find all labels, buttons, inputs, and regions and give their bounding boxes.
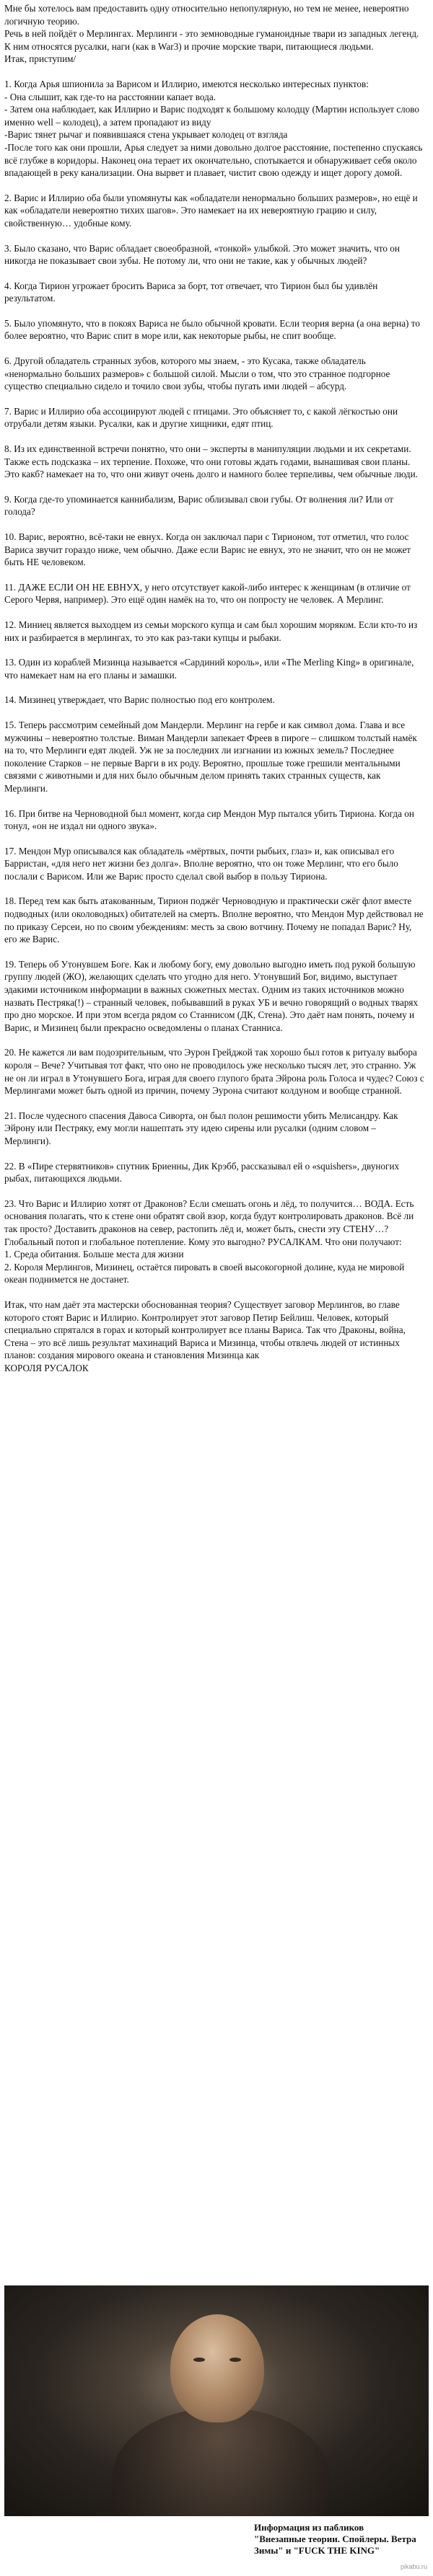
theory-point: 7. Варис и Иллирио оба ассоциируют людей с птицами. Это объясняет то, с какой лёгкостью они отрубали детям языки. Русалки, как и другие хищники, едят птиц. bbox=[4, 405, 398, 430]
theory-point: 1. Когда Арья шпионила за Варисом и Иллирио, имеются несколько интересных пунктов: - Она слышит, как где-то на расстоянии капает вода. - Затем она наблюдает, как Иллирио и Варис подходят к большому колодцу (Мартин использует слово именно well – колодец), а затем пропадают из виду -Варис тянет рычаг и появившаяся стена укрывает колодец от взгляда -После того как они прошли, Арья следует за ними довольно долгое расстояние, постепенно спускаясь всё глубже в коридоры. Наконец она терает их окончательно, спотыкается и обнаруживает себя около впадающей в реку канализации. Она вырвет и плавает, чистит свою одежду и ищет дорогу домой. bbox=[4, 78, 423, 179]
site-watermark: pikabu.ru bbox=[400, 2563, 427, 2570]
theory-point: 21. После чудесного спасения Давоса Сиворта, он был полон решимости убить Мелисандру. Как Эйрону или Пестряку, ему могли нашептать эту идею сирены или русалки (одним словом – Мерлинги). bbox=[4, 1110, 398, 1146]
theory-point: 6. Другой обладатель странных зубов, которого мы знаем, - это Кусака, также обладатель «ненормально больших размеров» с большой силой. Мысли о том, что это странное подгорное существо специально сидело и точило свои зубы, чтобы пугать ими людей – абсурд. bbox=[4, 355, 390, 392]
theory-point: 9. Когда где-то упоминается каннибализм, Варис облизывал свои губы. От волнения ли? Или от голода? bbox=[4, 493, 394, 518]
theory-point: 13. Один из кораблей Мизинца называется «Сардиний король», или «The Merling King» в оригинале, что намекает нам на его планы и замашки. bbox=[4, 657, 414, 681]
photo-figure-head bbox=[170, 2314, 264, 2422]
theory-point: 15. Теперь рассмотрим семейный дом Мандерли. Мерлинг на гербе и как символ дома. Глава и все мужчины – невероятно толстые. Виман Мандерли запекает Фреев в пироге – слишком толстый намёк на то, что Мерлинги едят людей. Уж не за последних ли изгнании из южных земель? Последнее поколение Старков – не первые Варги в их роду. Вероятно, прошлые тоже грешили ментальными связями с животными и для них было обычным делом принять таких странных существ, как Мерлинги. bbox=[4, 719, 417, 794]
article-conclusion: Итак, что нам даёт эта мастерски обоснованная теория? Существует заговор Мерлингов, во главе которого стоят Варис и Иллирио. Контролирует этот заговор Петир Бейлиш. Человек, который специально спрятался в горах и который контролирует все планы Вариса. Так что Драконы, война, Стена – это всё лишь результат махинаций Вариса и Мизинца, чтобы отвлечь людей от истинных планов: создания мирового океана и становления Мизинца как КОРОЛЯ РУСАЛОК bbox=[4, 1298, 406, 1373]
theory-point: 11. ДАЖЕ ЕСЛИ ОН НЕ ЕВНУХ, у него отсутствует какой-либо интерес к женщинам (в отличие от Серого Червя, например). Это ещё один намёк на то, что он попросту не человек. А Мерлинг. bbox=[4, 581, 411, 606]
theory-point: 14. Мизинец утверждает, что Варис полностью под его контролем. bbox=[4, 694, 275, 706]
theory-point: 18. Перед тем как быть атакованным, Тирион поджёг Черноводную и практически сжёг флот вместе подводных (или околоводных) обитателей на смерть. Вполне вероятно, что Мендон Мур действовал не по приказу Серсеи, но по своим убеждениям: месть за свою вотчину. Почему не попадал Варис? Ну, его же Варис. bbox=[4, 895, 424, 945]
article-intro: Мне бы хотелось вам предоставить одну относительно непопулярную, но тем не менее, невероятно логичную теорию. Речь в ней пойдёт о Мерлингах. Мерлинги - это земноводные гуманоидные твари из западных легенд. К ним относятся русалки, наги (как в War3) и прочие морские твари, питающиеся людьми. Итак, приступим/ bbox=[4, 3, 419, 65]
theory-point: 22. В «Пире стервятников» спутник Бриенны, Дик Крэбб, рассказывал ей о «squishers», двуногих рыбах, питающихся людьми. bbox=[4, 1160, 400, 1185]
varys-photo bbox=[4, 2285, 429, 2516]
source-caption: Информация из пабликов "Внезапные теории. Спойлеры. Ветра Зимы" и "FUCK THE KING" bbox=[254, 2522, 416, 2556]
theory-point: 3. Было сказано, что Варис обладает своеобразной, «тонкой» улыбкой. Это может значить, что он никогда не показывает свои зубы. Не потому ли, что они не такие, как у обычных людей? bbox=[4, 242, 400, 267]
photo-figure-body bbox=[113, 2408, 329, 2516]
theory-point: 10. Варис, вероятно, всё-таки не евнух. Когда он заключал пари с Тирионом, тот отметил, что голос Вариса звучит гораздо ниже, чем обычно. Даже если Варис не евнух, это не значит, что он не может быть НЕ человеком. bbox=[4, 531, 411, 568]
theory-point: 19. Теперь об Утонувшем Боге. Как и любому богу, ему довольно выгодно иметь под рукой большую группу людей (ЖО), желающих сделать что угодно для него. Утонувший Бог, видимо, выступает эдакими источником информации в важных сюжетных местах. Одним из таких источников можно назвать Пестряка(!) – странный человек, побывавший в руках УБ и вечно говорящий о водных тварях про дно морское. И при этом всегда рядом со Станнисом (ДК, Стена). Это даёт нам понять, почему и Варис, и Мизинец были прекрасно осведомлены о планах Станниса. bbox=[4, 958, 419, 1033]
theory-point: 4. Когда Тирион угрожает бросить Вариса за борт, тот отвечает, что Тирион был бы удивлён результатом. bbox=[4, 280, 378, 304]
photo-figure-eye bbox=[193, 2358, 205, 2362]
theory-point: 20. Не кажется ли вам подозрительным, что Эурон Грейджой так хорошо был готов к ритуалу выбора короля – Вече? Учитывая тот факт, что оно не проводилось уже несколько тысяч лет, это странно. Уж не он ли играл в Утонувшего Бога, играя для своего глупого брата Эйрона роль Голоса и чудес? Союз с Мерлингами может быть одной из причин, почему Эурона считают колдуном и вообще странной. bbox=[4, 1047, 424, 1097]
theory-point: 2. Варис и Иллирио оба были упомянуты как «обладатели ненормально больших размеров», но ещё и как «обладатели невероятно тихих шагов». Это намекает на их невероятную грацию и силу, свойственную… удобные кому. bbox=[4, 192, 418, 229]
theory-point: 17. Мендон Мур описывался как обладатель «мёртвых, почти рыбьих, глаз» и, как описывал его Барристан, «для него нет жизни без долга». Вполне вероятно, что он тоже Мерлинг, что его было послали с Варисом. Или же Варис просто сделал свой выбор в пользу Тириона. bbox=[4, 845, 398, 882]
theory-point: 16. При битве на Черноводной был момент, когда сир Мендон Мур пытался убить Тириона. Когда он тонул, «он не издал ни одного звука». bbox=[4, 807, 414, 832]
theory-point: 23. Что Варис и Иллирио хотят от Драконов? Если смешать огонь и лёд, то получится… ВОДА. Есть основания полагать, что к стене они обратят свой взор, когда будут контролировать драконов. Всё ли так просто? Доставить драконов на север, растопить лёд и, может быть, снести эту СТЕНУ…? Глобальный потоп и глобальное потепление. Кому это выгодно? РУСАЛКАМ. Что они получают: 1. Среда обитания. Больше места для жизни 2. Короля Мерлингов, Мизинец, остаётся пировать в своей высокогорной долине, куда не мировой океан поднимется не достанет. bbox=[4, 1198, 414, 1285]
photo-figure-eye bbox=[229, 2358, 241, 2362]
theory-point: 5. Было упомянуто, что в покоях Вариса не было обычной кровати. Если теория верна (а она верна) то более вероятно, что Варис спит в море или, как некоторые рыбы, не спит вообще. bbox=[4, 317, 420, 342]
theory-point: 12. Миниец является выходцем из семьи морского купца и сам был хорошим моряком. Если кто-то из них и разбирается в мерлингах, то это как раз-таки купцы и рыбаки. bbox=[4, 619, 418, 643]
theory-points bbox=[4, 78, 424, 1286]
theory-point: 8. Из их единственной встречи понятно, что они – эксперты в манипуляции людьми и их секретами. Также есть подсказка – их терпение. Похоже, что они готовы ждать годами, вынашивая свои планы. Это какб? намекает на то, что они живут очень долго и намного более терпеливы, чем обычные люди. bbox=[4, 443, 418, 480]
